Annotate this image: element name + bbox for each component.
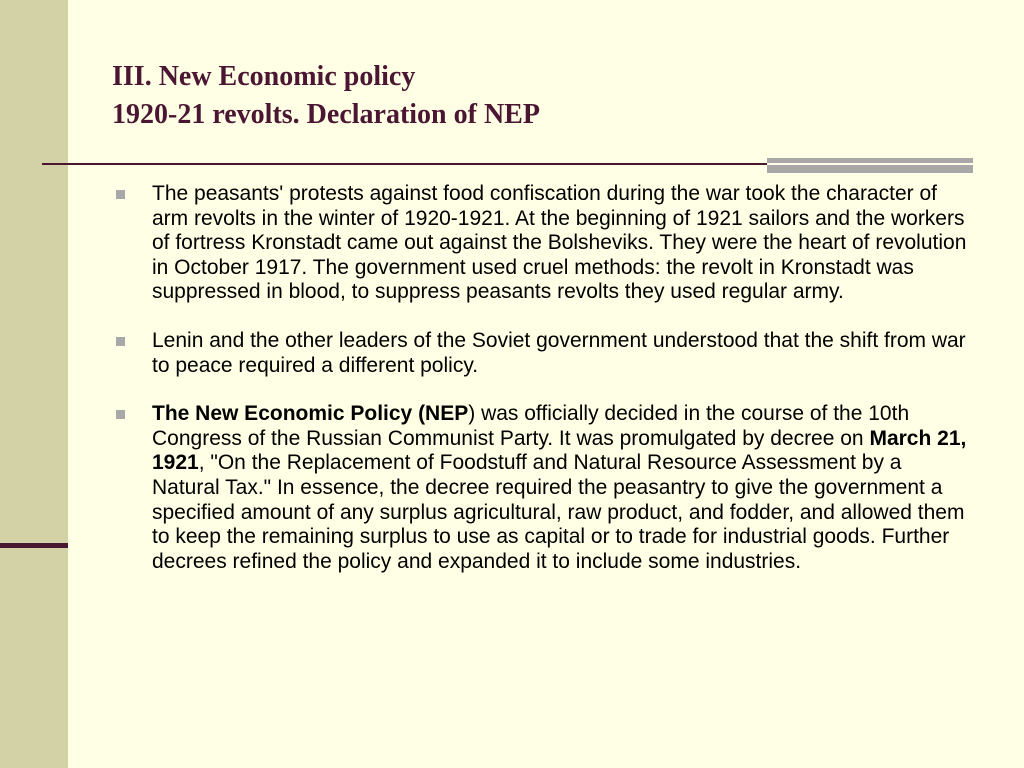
left-accent-line bbox=[0, 543, 68, 548]
bullet-text: ) was officially decided in the course of the 10th Congress of the Russian Communist Party. It was promulgated by decree on bbox=[152, 402, 910, 450]
slide-title bbox=[112, 58, 540, 134]
square-bullet-icon bbox=[116, 190, 125, 199]
bullet-item bbox=[112, 182, 972, 305]
nep-term-bold: The New Economic Policy (NEP bbox=[152, 402, 469, 426]
square-bullet-icon bbox=[116, 337, 125, 346]
bullet-text: , "On the Replacement of Foodstuff and Natural Resource Assessment by a Natural Tax." In essence, the decree required the peasantry to give the government a specified amount of any surplus agricultural, raw product, and fodder, and allowed them to keep the remaining surplus to use as capital or to trade for industrial goods. Further decrees refined the policy and expanded it to include some industries. bbox=[152, 451, 965, 573]
divider-grey-stripe-bottom bbox=[767, 165, 973, 173]
left-decorative-bar bbox=[0, 0, 68, 768]
bullet-text: Lenin and the other leaders of the Soviet government understood that the shift from war to peace required a different policy. bbox=[152, 328, 966, 377]
slide-bullet-list bbox=[112, 182, 972, 598]
decree-date-bold: March 21, 1921 bbox=[152, 426, 967, 475]
divider-grey-stripe-top bbox=[767, 158, 973, 163]
square-bullet-icon bbox=[116, 410, 125, 419]
bullet-item bbox=[112, 402, 972, 574]
bullet-item bbox=[112, 329, 972, 378]
title-divider-line bbox=[42, 163, 767, 165]
bullet-text: The peasants' protests against food confiscation during the war took the character of arm revolts in the winter of 1920-1921. At the beginning of 1921 sailors and the workers of fortress Kronstadt came out against the Bolsheviks. They were the heart of revolution in October 1917. The government used cruel methods: the revolt in Kronstadt was suppressed in blood, to suppress peasants revolts they used regular army. bbox=[152, 182, 967, 304]
title-line-1: III. New Economic policy bbox=[112, 61, 416, 92]
title-line-2: 1920-21 revolts. Declaration of NEP bbox=[112, 99, 540, 130]
